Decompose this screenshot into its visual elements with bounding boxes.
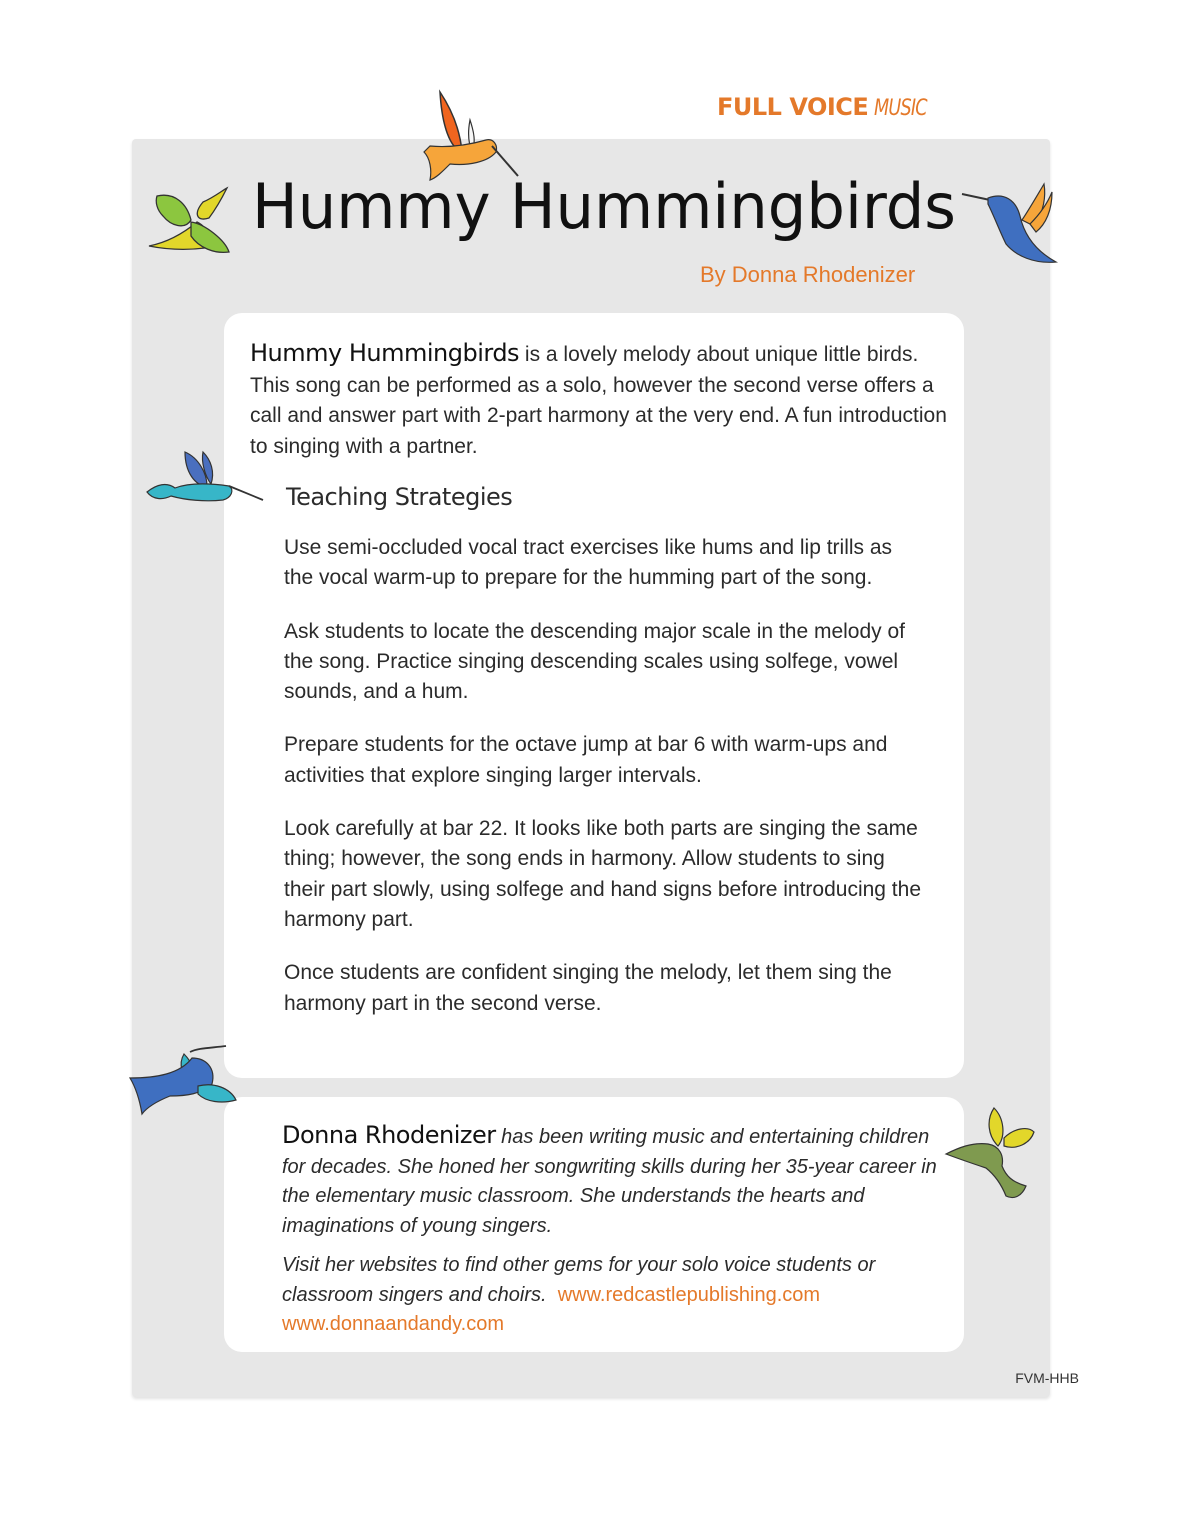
teaching-strategies-heading: Teaching Strategies: [286, 483, 513, 511]
teaching-card: [224, 313, 964, 1078]
teaching-strategies-list: [284, 533, 924, 1042]
brand-name-bold: FULL VOICE: [717, 93, 869, 121]
brand-logo: [717, 93, 940, 129]
product-code: FVM-HHB: [1015, 1370, 1079, 1386]
bio-author-name: Donna Rhodenizer: [282, 1121, 496, 1149]
link-redcastle[interactable]: www.redcastlepublishing.com: [557, 1283, 821, 1306]
intro-song-title: Hummy Hummingbirds: [250, 339, 520, 367]
hummingbird-blue-orange-icon: [960, 180, 1060, 266]
bio-paragraph: [282, 1121, 942, 1241]
hummingbird-green-icon: [145, 186, 245, 260]
strategy-item: Use semi-occluded vocal tract exercises like hums and lip trills as the vocal warm-up to prepare for the humming part of the song.: [284, 536, 893, 590]
bio-text: has been writing music and entertaining children for decades. She honed her songwriting skills during her 35-year career in the elementary music classroom. She understands the hearts and imaginations of young singers.: [282, 1126, 937, 1237]
strategy-item: Look carefully at bar 22. It looks like both parts are singing the same thing; however, the song ends in harmony. Allow students to sing their part slowly, using solfege and hand signs before introducing the harmony part.: [284, 817, 922, 931]
strategy-item: Once students are confident singing the melody, let them sing the harmony part in the second verse.: [284, 961, 892, 1015]
strategy-item: Prepare students for the octave jump at bar 6 with warm-ups and activities that explore singing larger intervals.: [284, 733, 888, 787]
strategy-item: Ask students to locate the descending major scale in the melody of the song. Practice singing descending scales using solfege, vowel sounds, and a hum.: [284, 619, 906, 704]
page-title: Hummy Hummingbirds: [252, 170, 956, 243]
intro-paragraph: [250, 338, 950, 462]
author-bio-card: [224, 1097, 964, 1352]
intro-text: is a lovely melody about unique little birds. This song can be performed as a solo, however the second verse offers a call and answer part with 2-part harmony at the very end. A fun introduction to singing with a partner.: [250, 343, 947, 458]
hummingbird-teal-icon: [145, 446, 265, 510]
author-byline: By Donna Rhodenizer: [700, 262, 916, 287]
bio-visit-paragraph: [282, 1251, 942, 1340]
brand-name-script: MUSIC: [874, 96, 928, 121]
author-bio: [282, 1121, 942, 1350]
link-donnaandandy[interactable]: www.donnaandandy.com: [282, 1313, 504, 1335]
bio-visit-text: Visit her websites to find other gems for your solo voice students or classroom singers and choirs.: [282, 1254, 876, 1306]
hummingbird-olive-icon: [944, 1102, 1040, 1202]
hummingbird-blue-icon: [126, 1044, 246, 1124]
